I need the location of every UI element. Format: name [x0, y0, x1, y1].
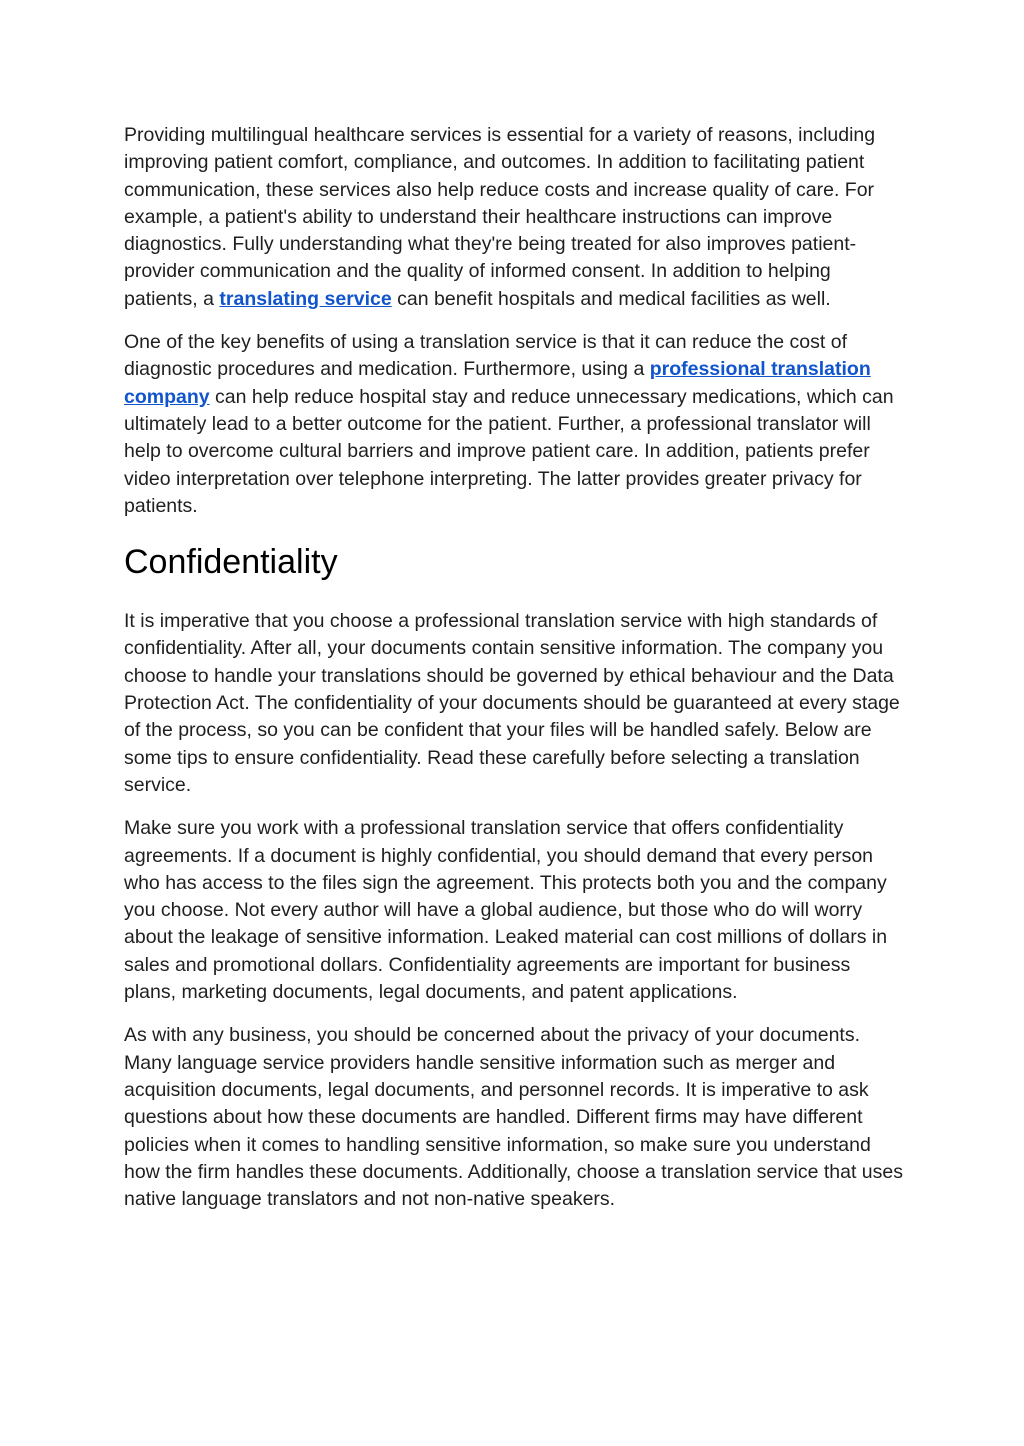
document-page	[124, 122, 904, 1229]
paragraph-benefits	[124, 329, 904, 520]
paragraph-intro-text-before: Providing multilingual healthcare services is essential for a variety of reasons, including improving patient comfort, compliance, and outcomes. In addition to facilitating patient communication, these services also help reduce costs and increase quality of care. For example, a patient's ability to understand their healthcare instructions can improve diagnostics. Fully understanding what they're being treated for also improves patient-provider communication and the quality of informed consent. In addition to helping patients, a	[124, 124, 876, 310]
translating-service-link[interactable]: translating service	[219, 287, 392, 310]
paragraph-privacy: As with any business, you should be concerned about the privacy of your documents. Many language service providers handle sensitive information such as merger and acquisition documents, legal documents, and personnel records. It is imperative to ask questions about how these documents are handled. Different firms may have different policies when it comes to handling sensitive information, so make sure you understand how the firm handles these documents. Additionally, choose a translation service that uses native language translators and not non-native speakers.	[124, 1024, 903, 1211]
professional-translation-company-link[interactable]: professional translation company	[124, 358, 871, 408]
paragraph-confidentiality-agreements: Make sure you work with a professional translation service that offers confidentiality agreements. If a document is highly confidential, you should demand that every person who has access to the files sign the agreement. This protects both you and the company you choose. Not every author will have a global audience, but those who do will worry about the leakage of sensitive information. Leaked material can cost millions of dollars in sales and promotional dollars. Confidentiality agreements are important for business plans, marketing documents, legal documents, and patent applications.	[124, 817, 888, 1004]
paragraph-intro	[124, 122, 904, 313]
paragraph-confidentiality-intro: It is imperative that you choose a professional translation service with high standards of confidentiality. After all, your documents contain sensitive information. The company you choose to handle your translations should be governed by ethical behaviour and the Data Protection Act. The confidentiality of your documents should be guaranteed at every stage of the process, so you can be confident that your files will be handled safely. Below are some tips to ensure confidentiality. Read these carefully before selecting a translation service.	[124, 610, 900, 796]
section-heading-confidentiality: Confidentiality	[124, 543, 338, 582]
paragraph-benefits-text-after: can help reduce hospital stay and reduce unnecessary medications, which can ultimately lead to a better outcome for the patient. Further, a professional translator will help to overcome cultural barriers and improve patient care. In addition, patients prefer video interpretation over telephone interpreting. The latter provides greater privacy for patients.	[124, 385, 894, 517]
paragraph-benefits-text-before: One of the key benefits of using a translation service is that it can reduce the cost of diagnostic procedures and medication. Furthermore, using a	[124, 331, 847, 381]
paragraph-intro-text-after: can benefit hospitals and medical facilities as well.	[391, 287, 831, 310]
